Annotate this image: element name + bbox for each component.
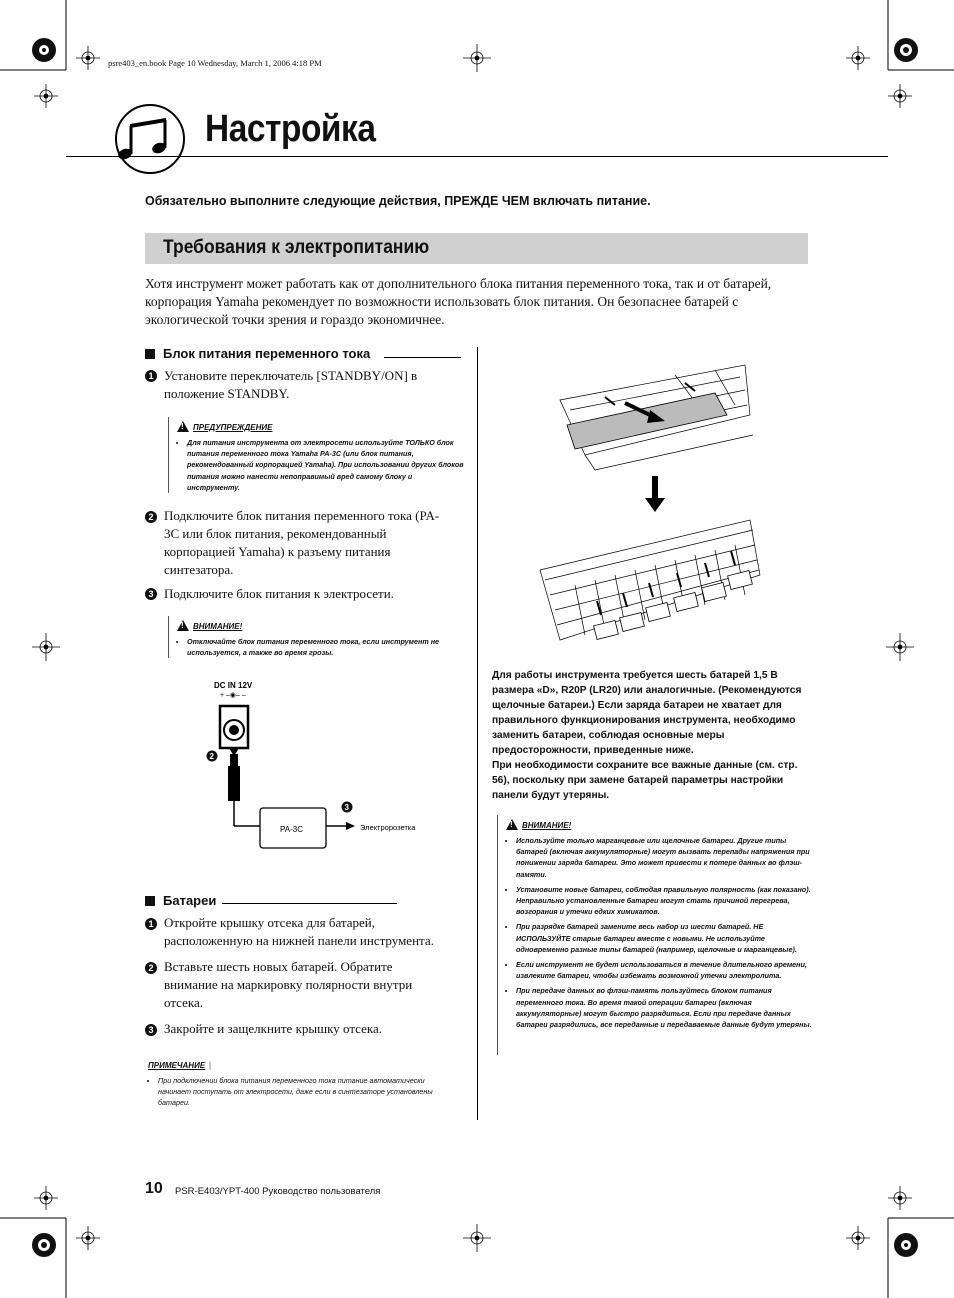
battery-requirements-text [492, 668, 812, 803]
pa3c-label: PA-3C [280, 825, 303, 834]
step-number: 2 [145, 511, 157, 523]
caution-heading: ВНИМАНИЕ! [193, 622, 243, 631]
caution-box [168, 616, 467, 658]
caution-item: • Используйте только марганцевые или щелочные батареи. Другие типы батарей (включая аккумуляторные) могут вызвать перепады напряжения при понижении заряда батареи. Это может привести к потере данных во флэш-памяти. [516, 835, 816, 880]
intro-paragraph: Хотя инструмент может работать как от дополнительного блока питания переменного тока, так и от батарей, корпорация Yamaha рекомендует по возможности использовать блок питания. Он безопаснее батарей с экологической точки зрения и гораздо экономичнее. [145, 276, 772, 327]
ac-adaptor-heading-text: Блок питания переменного тока [163, 346, 371, 361]
book-header-info: psre403_en.book Page 10 Wednesday, March 1, 2006 4:18 PM [108, 58, 322, 68]
heading-rule [384, 357, 461, 358]
caution-item: • Установите новые батареи, соблюдая правильную полярность (как показано). Неправильно установленные батареи могут стать причиной перегрева, возгорания и утечки едких химикатов. [516, 884, 816, 918]
column-divider [477, 347, 478, 1120]
music-note-icon [108, 104, 188, 174]
down-arrow-icon [645, 476, 665, 512]
diagram-step-2: 2 [209, 752, 214, 761]
caution-text: • Отключайте блок питания переменного тока, если инструмент не используется, а также во время грозы. [187, 636, 467, 658]
warning-icon [177, 421, 189, 432]
intro-instruction: Обязательно выполните следующие действия, ПРЕЖДЕ ЧЕМ включать питание. [145, 194, 651, 208]
battery-caution-box [497, 815, 816, 1055]
section-header [145, 233, 808, 264]
battery-step-1: Откройте крышку отсека для батарей, расположенную на нижней панели инструмента. [164, 915, 434, 948]
polarity-label: + –◉– – [220, 692, 246, 699]
battery-step-2: Вставьте шесть новых батарей. Обратите внимание на маркировку полярности внутри отсека. [164, 959, 413, 1010]
page-title: Настройка [205, 108, 376, 150]
note-heading: ПРИМЕЧАНИЕ [148, 1061, 206, 1070]
step-number: 3 [145, 1024, 157, 1036]
batteries-heading [145, 893, 216, 908]
caution-item: • При разрядке батарей замените весь набор из шести батарей. НЕ ИСПОЛЬЗУЙТЕ старые батареи вместе с новыми. Не используйте одновременно разные типы батарей (например, щелочные и марганцевые). [516, 921, 816, 955]
footer-title: PSR-E403/YPT-400 Руководство пользователя [175, 1186, 381, 1197]
heading-rule [222, 903, 397, 904]
section-title: Требования к электропитанию [163, 237, 430, 258]
ac-step-2: Подключите блок питания переменного тока (PA-3C или блок питания, рекомендованный корпорацией Yamaha) к разъему питания синтезатора. [164, 508, 440, 577]
battery-save-data-para: При необходимости сохраните все важные данные (см. стр. 56), поскольку при замене батарей параметры настройки панели будут утеряны. [492, 760, 798, 801]
ac-adaptor-heading [145, 346, 370, 361]
caution-icon [506, 819, 518, 830]
battery-cover-illustration [555, 355, 755, 475]
step-number: 3 [145, 588, 157, 600]
battery-step-3: Закройте и защелкните крышку отсека. [164, 1021, 383, 1036]
step-number: 1 [145, 370, 157, 382]
battery-compartment-illustration [535, 515, 765, 655]
outlet-label: Электророзетка [360, 823, 416, 832]
warning-text: • Для питания инструмента от электросети используйте ТОЛЬКО блок питания переменного тока Yamaha PA-3C (или блок питания, рекомендованный корпорацией Yamaha). При использовании других блоков питания можно нанести непоправимый вред самому блоку и инструменту. [187, 437, 467, 493]
step-number: 1 [145, 918, 157, 930]
warning-heading: ПРЕДУПРЕЖДЕНИЕ [193, 423, 273, 432]
step-number: 2 [145, 962, 157, 974]
dc-in-label: DC IN 12V [214, 681, 253, 690]
ac-connection-diagram [200, 678, 440, 853]
battery-requirements-para: Для работы инструмента требуется шесть батарей 1,5 В размера «D», R20P (LR20) или аналогичные. (Рекомендуются щелочные батареи.) Если заряда батареи не хватает для правильного функционирования инструмента, необходимо заменить батареи, соблюдая основные меры предосторожности, приведенные ниже. [492, 670, 802, 756]
ac-step-3: Подключите блок питания к электросети. [164, 586, 394, 601]
diagram-step-3: 3 [344, 803, 349, 812]
caution-heading: ВНИМАНИЕ! [522, 821, 572, 830]
note-box: ПРИМЕЧАНИЕ | • При подключении блока питания переменного тока питание автоматически начинает поступать от электросети, даже если в синтезаторе установлены батареи. [148, 1055, 448, 1103]
page-number: 10 [145, 1180, 163, 1197]
ac-step-1: Установите переключатель [STANDBY/ON] в положение STANDBY. [164, 368, 418, 401]
caution-icon [177, 620, 189, 631]
square-bullet-icon [145, 896, 155, 906]
warning-box [168, 417, 467, 493]
square-bullet-icon [145, 349, 155, 359]
batteries-heading-text: Батареи [163, 893, 217, 908]
title-rule [66, 156, 888, 157]
caution-item: • При передаче данных во флэш-память пользуйтесь блоком питания переменного тока. Во время такой операции батареи (включая аккумуляторные) могут быстро разрядиться. Если при передаче данных батареи разрядились, все переданные и передаваемые данные будут утеряны. [516, 985, 816, 1030]
note-text: • При подключении блока питания переменного тока питание автоматически начинает поступать от электросети, даже если в синтезаторе установлены батареи. [158, 1075, 448, 1109]
caution-item: • Если инструмент не будет использоваться в течение длительного времени, извлеките батареи, чтобы избежать возможной утечки электролита. [516, 959, 816, 981]
